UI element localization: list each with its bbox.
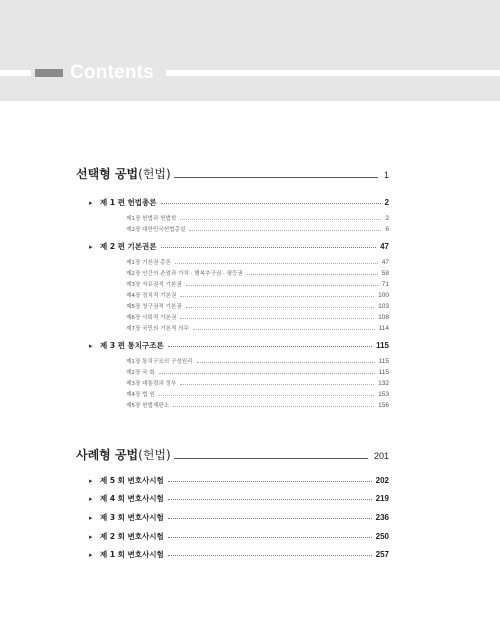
leader-dots [180, 291, 374, 297]
chapter-entry[interactable] [126, 390, 389, 400]
chapter-entry[interactable] [126, 258, 389, 268]
chapter-page-number: 6 [385, 226, 389, 233]
chapter-title: 제3장 대통령과 정부 [126, 381, 177, 387]
chapter-entry[interactable] [126, 357, 389, 367]
leader-dots [159, 368, 375, 374]
chapter-page-number: 115 [378, 369, 389, 376]
leader-dots [168, 549, 372, 556]
part-page-number: 2 [384, 198, 389, 207]
chapter-entry[interactable] [126, 280, 389, 290]
part-entry[interactable] [89, 549, 389, 561]
chapter-page-number: 108 [378, 314, 389, 321]
part-entry[interactable] [89, 197, 389, 209]
leader-dots [186, 302, 374, 308]
part-page-number: 47 [380, 242, 389, 251]
chapter-title: 제4장 정치적 기본권 [126, 293, 177, 299]
triangle-bullet-icon: ▸ [89, 495, 93, 503]
part-entry[interactable] [89, 340, 389, 352]
chapter-page-number: 100 [378, 292, 389, 299]
chapter-entry[interactable] [126, 269, 389, 279]
chapter-title: 제2장 대한민국헌법총설 [126, 227, 186, 233]
section-heading[interactable] [76, 164, 389, 182]
triangle-bullet-icon: ▸ [89, 342, 93, 350]
chapter-page-number: 2 [385, 215, 389, 222]
part-title: 제 3 편 통치구조론 [100, 341, 164, 350]
header-rule-right [166, 70, 500, 76]
leader-dots [173, 401, 374, 407]
part-page-number: 219 [375, 494, 389, 503]
chapter-title: 제1장 통치구조의 구성원리 [126, 359, 193, 365]
leader-dots [161, 197, 381, 204]
part-entry[interactable] [89, 475, 389, 487]
section-title: 선택형 공법(헌법) [76, 167, 171, 181]
chapter-page-number: 132 [378, 380, 389, 387]
part-title: 제 4 회 변호사시험 [100, 494, 164, 503]
chapter-title: 제1장 헌법과 헌법학 [126, 216, 177, 222]
part-entry[interactable] [89, 241, 389, 253]
part-page-number: 250 [375, 532, 389, 541]
chapter-page-number: 156 [378, 402, 389, 409]
chapter-entry[interactable] [126, 291, 389, 301]
chapter-entry[interactable] [126, 214, 389, 224]
chapter-page-number: 103 [378, 303, 389, 310]
triangle-bullet-icon: ▸ [89, 533, 93, 541]
leader-dots [168, 475, 372, 482]
chapter-page-number: 71 [381, 281, 389, 288]
leader-dots [189, 225, 381, 231]
chapter-title: 제1장 기본권 총론 [126, 260, 171, 266]
part-title: 제 2 회 변호사시험 [100, 532, 164, 541]
section-rule [174, 458, 368, 459]
leader-dots [159, 390, 374, 396]
part-title: 제 1 회 변호사시험 [100, 550, 164, 559]
chapter-entry[interactable] [126, 302, 389, 312]
leader-dots [168, 340, 372, 347]
chapter-page-number: 114 [378, 325, 389, 332]
chapter-title: 제6장 사회적 기본권 [126, 315, 177, 321]
chapter-entry[interactable] [126, 313, 389, 323]
part-entry[interactable] [89, 512, 389, 524]
part-page-number: 115 [376, 341, 389, 350]
section-page-number: 1 [383, 170, 389, 180]
chapter-entry[interactable] [126, 324, 389, 334]
leader-dots [180, 379, 374, 385]
chapter-title: 제2장 인간의 존엄과 가치 · 행복추구권 · 평등권 [126, 271, 243, 277]
leader-dots [193, 324, 375, 330]
part-page-number: 236 [375, 513, 389, 522]
triangle-bullet-icon: ▸ [89, 551, 93, 559]
header-rule-left [0, 70, 31, 76]
chapter-page-number: 47 [381, 259, 389, 266]
chapter-title: 제3장 자유권적 기본권 [126, 282, 182, 288]
chapter-entry[interactable] [126, 225, 389, 235]
chapter-page-number: 115 [378, 358, 389, 365]
leader-dots [161, 241, 377, 248]
leader-dots [175, 258, 378, 264]
part-title: 제 2 편 기본권론 [100, 242, 157, 251]
part-title: 제 1 편 헌법총론 [100, 198, 157, 207]
leader-dots [180, 313, 374, 319]
triangle-bullet-icon: ▸ [89, 199, 93, 207]
section-rule [174, 177, 378, 178]
leader-dots [197, 357, 375, 363]
section-title: 사례형 공법(헌법) [76, 448, 171, 462]
leader-dots [168, 493, 372, 500]
header-accent-block [35, 69, 63, 77]
chapter-title: 제5장 헌법재판소 [126, 403, 170, 409]
leader-dots [168, 512, 372, 519]
part-page-number: 202 [375, 476, 389, 485]
chapter-title: 제2장 국 회 [126, 370, 155, 376]
chapter-page-number: 58 [381, 270, 389, 277]
triangle-bullet-icon: ▸ [89, 514, 93, 522]
section-page-number: 201 [373, 451, 389, 461]
leader-dots [247, 269, 378, 275]
part-entry[interactable] [89, 531, 389, 543]
chapter-entry[interactable] [126, 368, 389, 378]
chapter-entry[interactable] [126, 379, 389, 389]
part-page-number: 257 [375, 550, 389, 559]
leader-dots [180, 214, 381, 220]
chapter-title: 제7장 국민의 기본적 의무 [126, 326, 189, 332]
chapter-page-number: 153 [378, 391, 389, 398]
chapter-title: 제5장 청구권적 기본권 [126, 304, 182, 310]
page-title: Contents [70, 62, 154, 83]
section-heading[interactable] [76, 445, 389, 463]
leader-dots [168, 531, 372, 538]
leader-dots [186, 280, 378, 286]
part-entry[interactable] [89, 493, 389, 505]
triangle-bullet-icon: ▸ [89, 243, 93, 251]
chapter-entry[interactable] [126, 401, 389, 411]
part-title: 제 5 회 변호사시험 [100, 476, 164, 485]
part-title: 제 3 회 변호사시험 [100, 513, 164, 522]
triangle-bullet-icon: ▸ [89, 477, 93, 485]
chapter-title: 제4장 법 원 [126, 392, 155, 398]
